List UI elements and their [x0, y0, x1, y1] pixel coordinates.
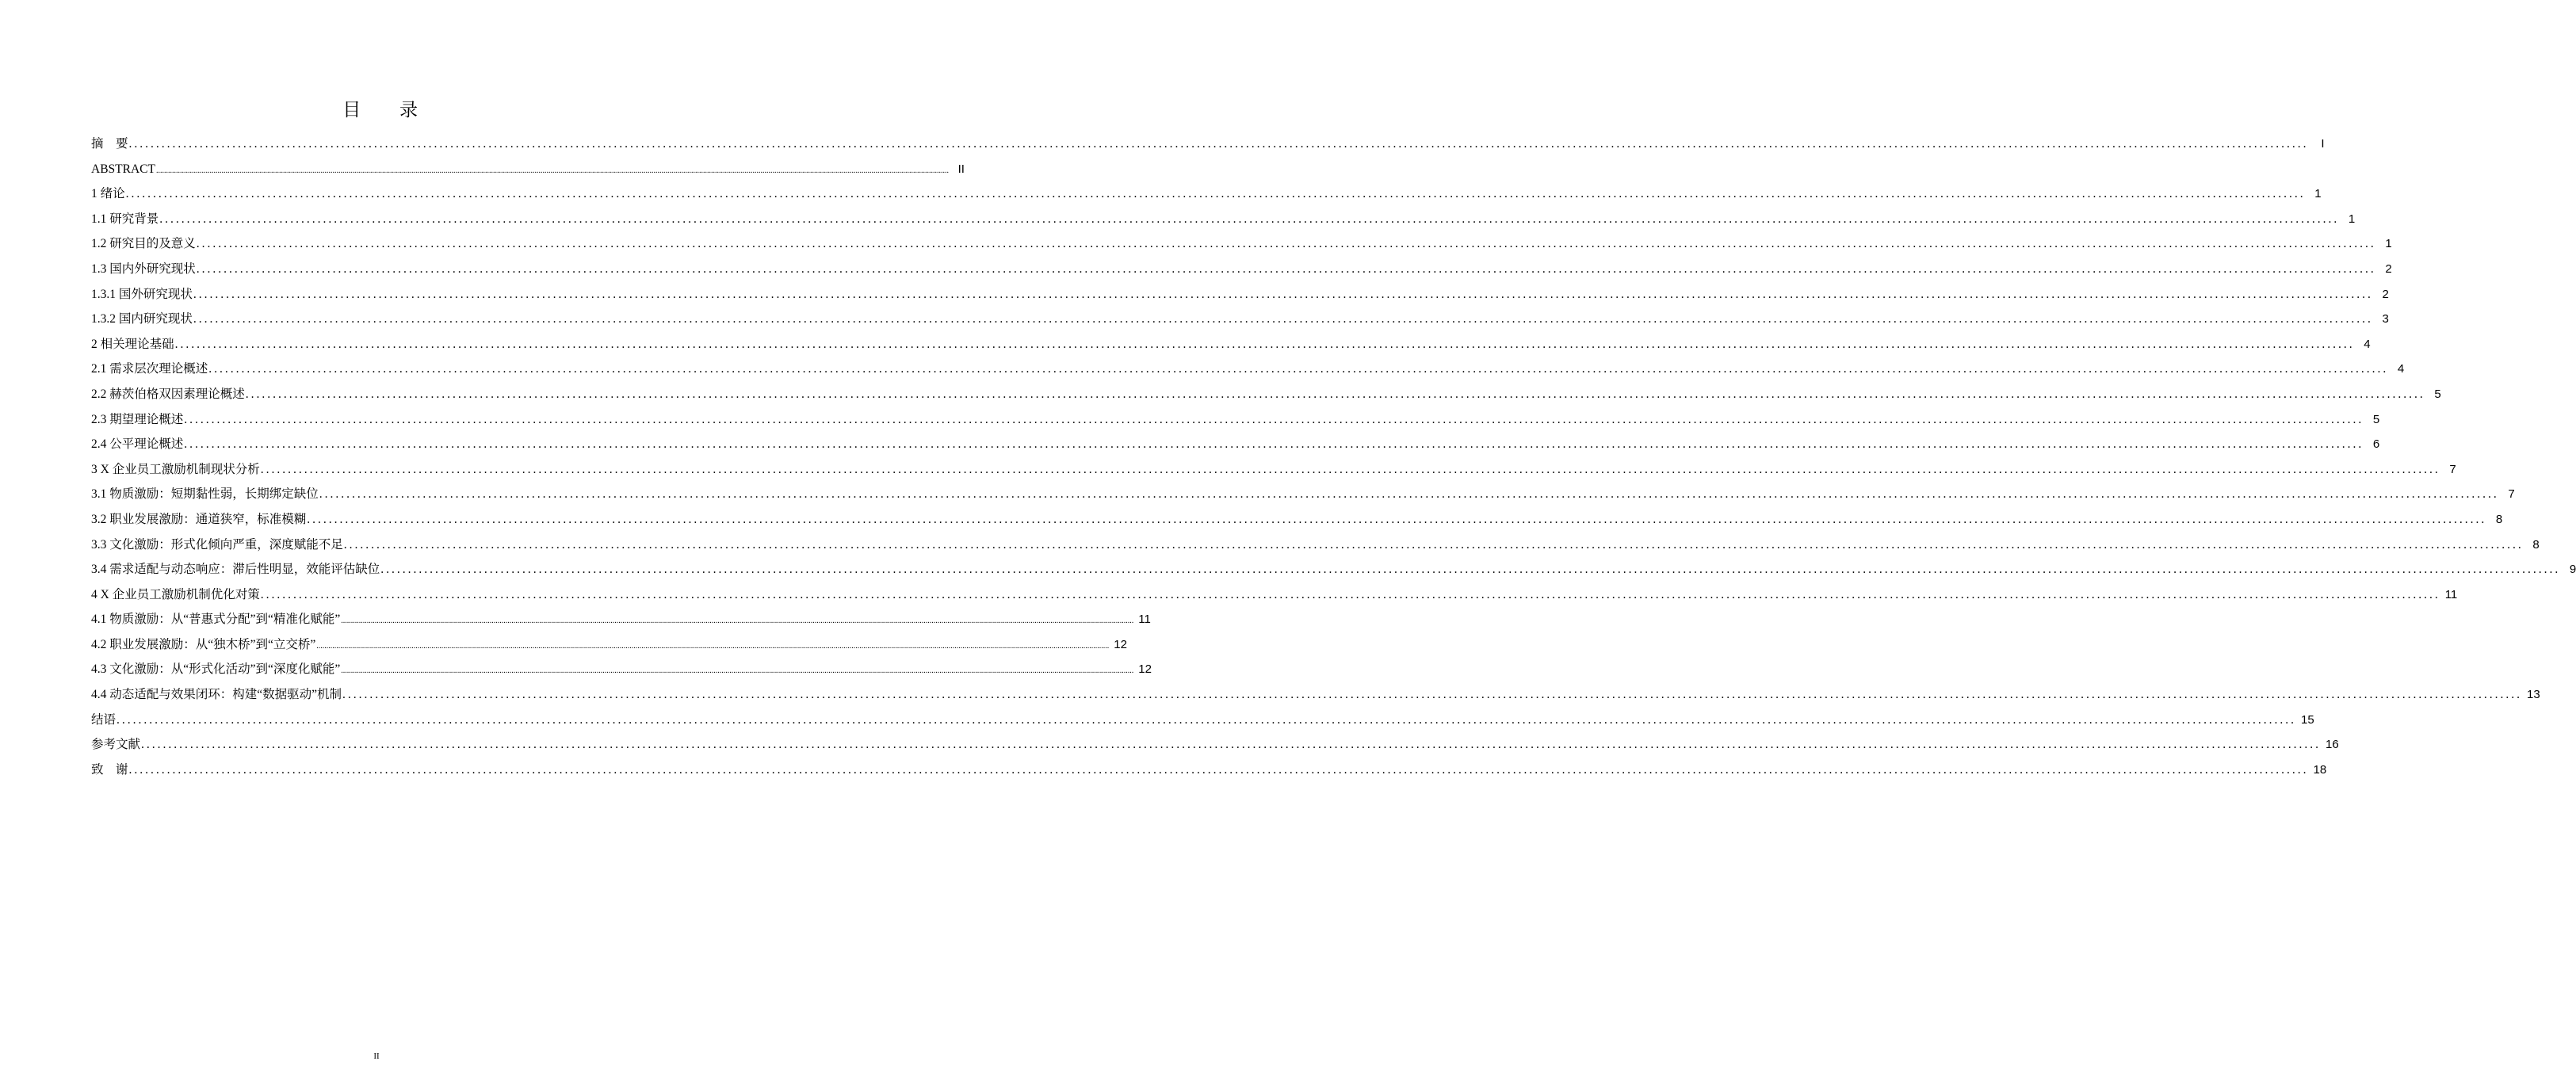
toc-entry-page: 6	[2372, 437, 2380, 452]
toc-entry-label: ABSTRACT	[91, 162, 155, 176]
toc-entry[interactable]	[91, 632, 1127, 658]
toc-dot-leader: ................................................................................................................................................................................................................................................................................................................................................................................................................	[128, 762, 2309, 777]
toc-entry[interactable]	[91, 557, 2576, 582]
toc-dot-leader: ................................................................................................................................................................................................................................................................................................................................................................................................................	[196, 261, 2376, 276]
toc-entry-label: 4.2 职业发展激励：从“独木桥”到“立交桥”	[91, 637, 316, 651]
toc-dot-leader: ................................................................................................................................................................................................................................................................................................................................................................................................................	[260, 462, 2440, 476]
toc-entry-label: 参考文献	[91, 738, 141, 752]
toc-dot-leader: ................................................................................................................................................................................................................................................................................................................................................................................................................	[341, 666, 1134, 676]
toc-entry[interactable]	[91, 532, 2540, 558]
toc-entry[interactable]	[91, 357, 2405, 382]
toc-dot-leader: ................................................................................................................................................................................................................................................................................................................................................................................................................	[342, 688, 2523, 702]
toc-dot-leader: ................................................................................................................................................................................................................................................................................................................................................................................................................	[141, 738, 2322, 752]
toc-entry-page: 1	[2385, 237, 2392, 251]
toc-entry-page: 11	[1138, 613, 1151, 627]
toc-dot-leader: ................................................................................................................................................................................................................................................................................................................................................................................................................	[159, 212, 2340, 226]
toc-entry-page: 7	[2449, 462, 2456, 476]
toc-entry-page: 18	[2313, 762, 2327, 777]
toc-entry[interactable]	[91, 582, 2458, 608]
toc-entry-label: 2.1 需求层次理论概述	[91, 362, 208, 376]
toc-dot-leader: ................................................................................................................................................................................................................................................................................................................................................................................................................	[316, 641, 1110, 651]
toc-entry-label: 1.3 国内外研究现状	[91, 261, 196, 276]
toc-entry-page: 5	[2372, 412, 2380, 426]
toc-dot-leader: ................................................................................................................................................................................................................................................................................................................................................................................................................	[319, 487, 2499, 502]
toc-entry-label: 4.1 物质激励：从“普惠式分配”到“精准化赋能”	[91, 613, 341, 627]
toc-dot-leader: ................................................................................................................................................................................................................................................................................................................................................................................................................	[193, 287, 2373, 301]
toc-entry-page: I	[2321, 137, 2325, 151]
toc-entry[interactable]	[91, 758, 2327, 783]
toc-title: 目 录	[342, 100, 434, 120]
toc-entry[interactable]	[91, 307, 2389, 332]
toc-entry-page: 16	[2326, 738, 2339, 752]
toc-entry-label: 2 相关理论基础	[91, 337, 174, 351]
toc-dot-leader: ................................................................................................................................................................................................................................................................................................................................................................................................................	[343, 537, 2524, 552]
toc-entry-page: 8	[2495, 512, 2503, 526]
toc-entry[interactable]	[91, 282, 2389, 307]
toc-dot-leader: ................................................................................................................................................................................................................................................................................................................................................................................................................	[208, 362, 2389, 376]
toc-dot-leader: ................................................................................................................................................................................................................................................................................................................................................................................................................	[196, 237, 2376, 251]
toc-entry[interactable]	[91, 332, 2371, 357]
toc-entry-page: 8	[2532, 537, 2540, 552]
toc-entry-label: 1.3.1 国外研究现状	[91, 287, 193, 301]
toc-entry[interactable]	[91, 257, 2392, 282]
toc-entry[interactable]	[91, 482, 2515, 507]
toc-entry-label: 4 X 企业员工激励机制优化对策	[91, 587, 260, 601]
toc-entry-label: 3.2 职业发展激励：通道狭窄，标准模糊	[91, 512, 307, 526]
toc-entry-page: 5	[2434, 387, 2441, 401]
toc-entry[interactable]	[91, 432, 2380, 457]
toc-entry-label: 致 谢	[91, 762, 128, 777]
toc-dot-leader: ................................................................................................................................................................................................................................................................................................................................................................................................................	[155, 166, 949, 175]
toc-entry-label: 3 X 企业员工激励机制现状分析	[91, 462, 260, 476]
toc-entry-page: 11	[2444, 587, 2458, 601]
toc-dot-leader: ................................................................................................................................................................................................................................................................................................................................................................................................................	[174, 337, 2355, 351]
toc-entry-label: 2.2 赫茨伯格双因素理论概述	[91, 387, 245, 401]
toc-entry-label: 1.1 研究背景	[91, 212, 159, 226]
toc-entry-label: 1 绪论	[91, 187, 125, 201]
toc-entry-page: 1	[2348, 212, 2356, 226]
toc-entry-label: 2.4 公平理论概述	[91, 437, 184, 452]
toc-entry-label: 3.3 文化激励：形式化倾向严重，深度赋能不足	[91, 537, 343, 552]
toc-entry[interactable]	[91, 181, 2322, 207]
toc-entry[interactable]	[91, 657, 1152, 682]
toc-entry[interactable]	[91, 457, 2456, 483]
toc-entry-page: 1	[2314, 187, 2322, 201]
toc-entry[interactable]	[91, 231, 2392, 257]
toc-dot-leader: ................................................................................................................................................................................................................................................................................................................................................................................................................	[184, 437, 2364, 452]
toc-entry-page: 12	[1114, 637, 1127, 651]
toc-entry-page: 4	[2397, 362, 2405, 376]
toc-entry-page: 12	[1138, 662, 1152, 677]
toc-entry-label: 摘 要	[91, 137, 128, 151]
toc-dot-leader: ................................................................................................................................................................................................................................................................................................................................................................................................................	[125, 187, 2306, 201]
toc-dot-leader: ................................................................................................................................................................................................................................................................................................................................................................................................................	[117, 712, 2297, 727]
toc-entry-label: 3.1 物质激励：短期黏性弱，长期绑定缺位	[91, 487, 319, 502]
toc-dot-leader: ................................................................................................................................................................................................................................................................................................................................................................................................................	[128, 137, 2309, 151]
toc-entry[interactable]	[91, 708, 2314, 733]
toc-entry[interactable]	[91, 207, 2356, 232]
toc-dot-leader: ................................................................................................................................................................................................................................................................................................................................................................................................................	[307, 512, 2487, 526]
toc-dot-leader: ................................................................................................................................................................................................................................................................................................................................................................................................................	[380, 563, 2561, 577]
page-number-footer: II	[373, 1052, 380, 1061]
toc-entry-page: 9	[2569, 563, 2576, 577]
toc-entry-label: 4.3 文化激励：从“形式化活动”到“深度化赋能”	[91, 662, 341, 677]
toc-entry-page: 3	[2382, 312, 2389, 326]
toc-entry-page: 4	[2364, 337, 2371, 351]
toc-dot-leader: ................................................................................................................................................................................................................................................................................................................................................................................................................	[184, 412, 2364, 426]
toc-entry[interactable]	[91, 507, 2503, 532]
toc-entry-label: 4.4 动态适配与效果闭环：构建“数据驱动”机制	[91, 688, 342, 702]
toc-entry[interactable]	[91, 157, 965, 182]
toc-entry-page: II	[957, 162, 965, 176]
toc-entry-page: 15	[2301, 712, 2314, 727]
toc-dot-leader: ................................................................................................................................................................................................................................................................................................................................................................................................................	[341, 616, 1134, 626]
toc-entry[interactable]	[91, 407, 2380, 433]
toc-entry-label: 结语	[91, 712, 117, 727]
toc-dot-leader: ................................................................................................................................................................................................................................................................................................................................................................................................................	[245, 387, 2425, 401]
toc-entry[interactable]	[91, 132, 2325, 157]
toc-entry-label: 1.2 研究目的及意义	[91, 237, 196, 251]
toc-dot-leader: ................................................................................................................................................................................................................................................................................................................................................................................................................	[193, 312, 2373, 326]
toc-entry-page: 7	[2508, 487, 2515, 502]
toc-dot-leader: ................................................................................................................................................................................................................................................................................................................................................................................................................	[260, 587, 2440, 601]
toc-entry-page: 2	[2382, 287, 2389, 301]
toc-entry-page: 2	[2385, 261, 2392, 276]
toc-entry-label: 3.4 需求适配与动态响应：滞后性明显，效能评估缺位	[91, 563, 380, 577]
toc-entry[interactable]	[91, 682, 2540, 708]
toc-entry[interactable]	[91, 732, 2339, 758]
toc-entry-page: 13	[2527, 688, 2540, 702]
toc-list	[91, 132, 2576, 782]
toc-entry-label: 1.3.2 国内研究现状	[91, 312, 193, 326]
toc-entry[interactable]	[91, 382, 2441, 407]
toc-entry-label: 2.3 期望理论概述	[91, 412, 184, 426]
toc-entry[interactable]	[91, 607, 1151, 632]
